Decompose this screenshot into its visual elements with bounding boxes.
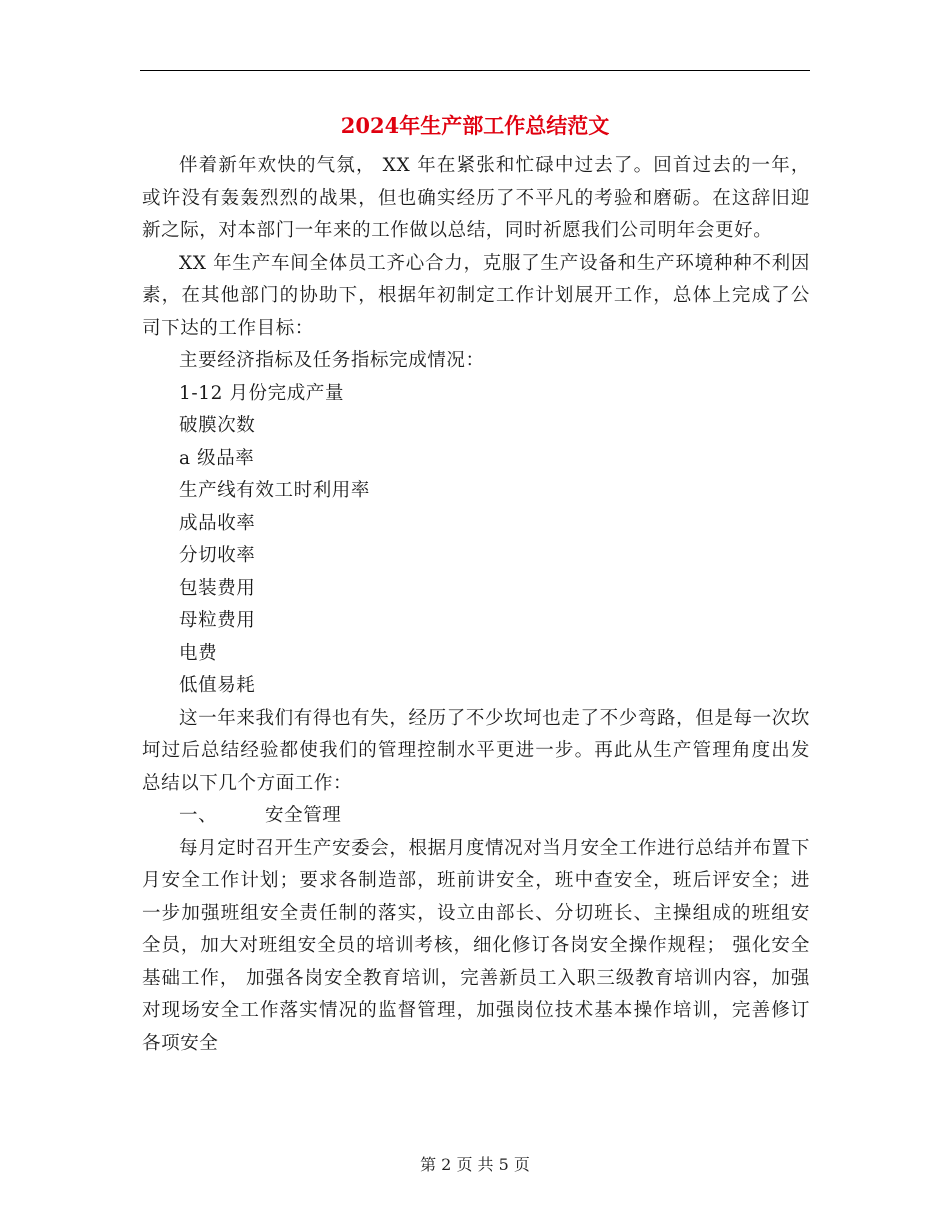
indicator-item: 1-12 月份完成产量: [179, 382, 345, 404]
indicator-item: 低值易耗: [179, 675, 256, 696]
indicator-item: 生产线有效工时利用率: [179, 480, 371, 501]
indicators-heading: 主要经济指标及任务指标完成情况：: [179, 350, 485, 371]
reflection-paragraph: 这一年来我们有得也有失，经历了不少坎坷也走了不少弯路，但是每一次坎坷过后总结经验都使我们的管理控制水平更进一步。再此从生产管理角度出发总结以下几个方面工作：: [142, 707, 810, 794]
indicator-item: 成品收率: [179, 512, 256, 534]
indicator-item: 母粒费用: [179, 610, 256, 631]
section-title: 安全管理: [265, 805, 342, 826]
document-body: [142, 150, 810, 1060]
section-number: 一、: [179, 805, 218, 826]
safety-paragraph: 每月定时召开生产安委会，根据月度情况对当月安全工作进行总结并布置下月安全工作计划；要求各制造部，班前讲安全，班中查安全，班后评安全；进一步加强班组安全责任制的落实，设立由部长、分切班长、主操组成的班组安全员，加大对班组安全员的培训考核，细化修订各岗安全操作规程； 强化安全基础工作， 加强各岗安全教育培训，完善新员工入职三级教育培训内容，加强对现场安全工作落实情况的监督管理，加强岗位技术基本操作培训，完善修订各项安全: [142, 837, 810, 1054]
indicator-item: a 级品率: [179, 447, 255, 469]
indicator-item: 分切收率: [179, 545, 256, 566]
indicator-item: 破膜次数: [179, 415, 256, 436]
indicator-item: 包装费用: [179, 577, 256, 599]
intro-paragraph: 伴着新年欢快的气氛， XX 年在紧张和忙碌中过去了。回首过去的一年，或许没有轰轰烈烈的战果，但也确实经历了不平凡的考验和磨砺。在这辞旧迎新之际，对本部门一年来的工作做以总结，同时祈愿我们公司明年会更好。: [142, 155, 810, 241]
indicator-item: 电费: [179, 642, 218, 664]
section-heading: [142, 800, 810, 833]
header-rule: [140, 70, 810, 71]
document-title: 2024年生产部工作总结范文: [340, 113, 610, 138]
summary-paragraph: XX 年生产车间全体员工齐心合力，克服了生产设备和生产环境种种不利因素，在其他部门的协助下，根据年初制定工作计划展开工作，总体上完成了公司下达的工作目标：: [142, 252, 810, 339]
page-number: 第 2 页 共 5 页: [420, 1155, 530, 1174]
